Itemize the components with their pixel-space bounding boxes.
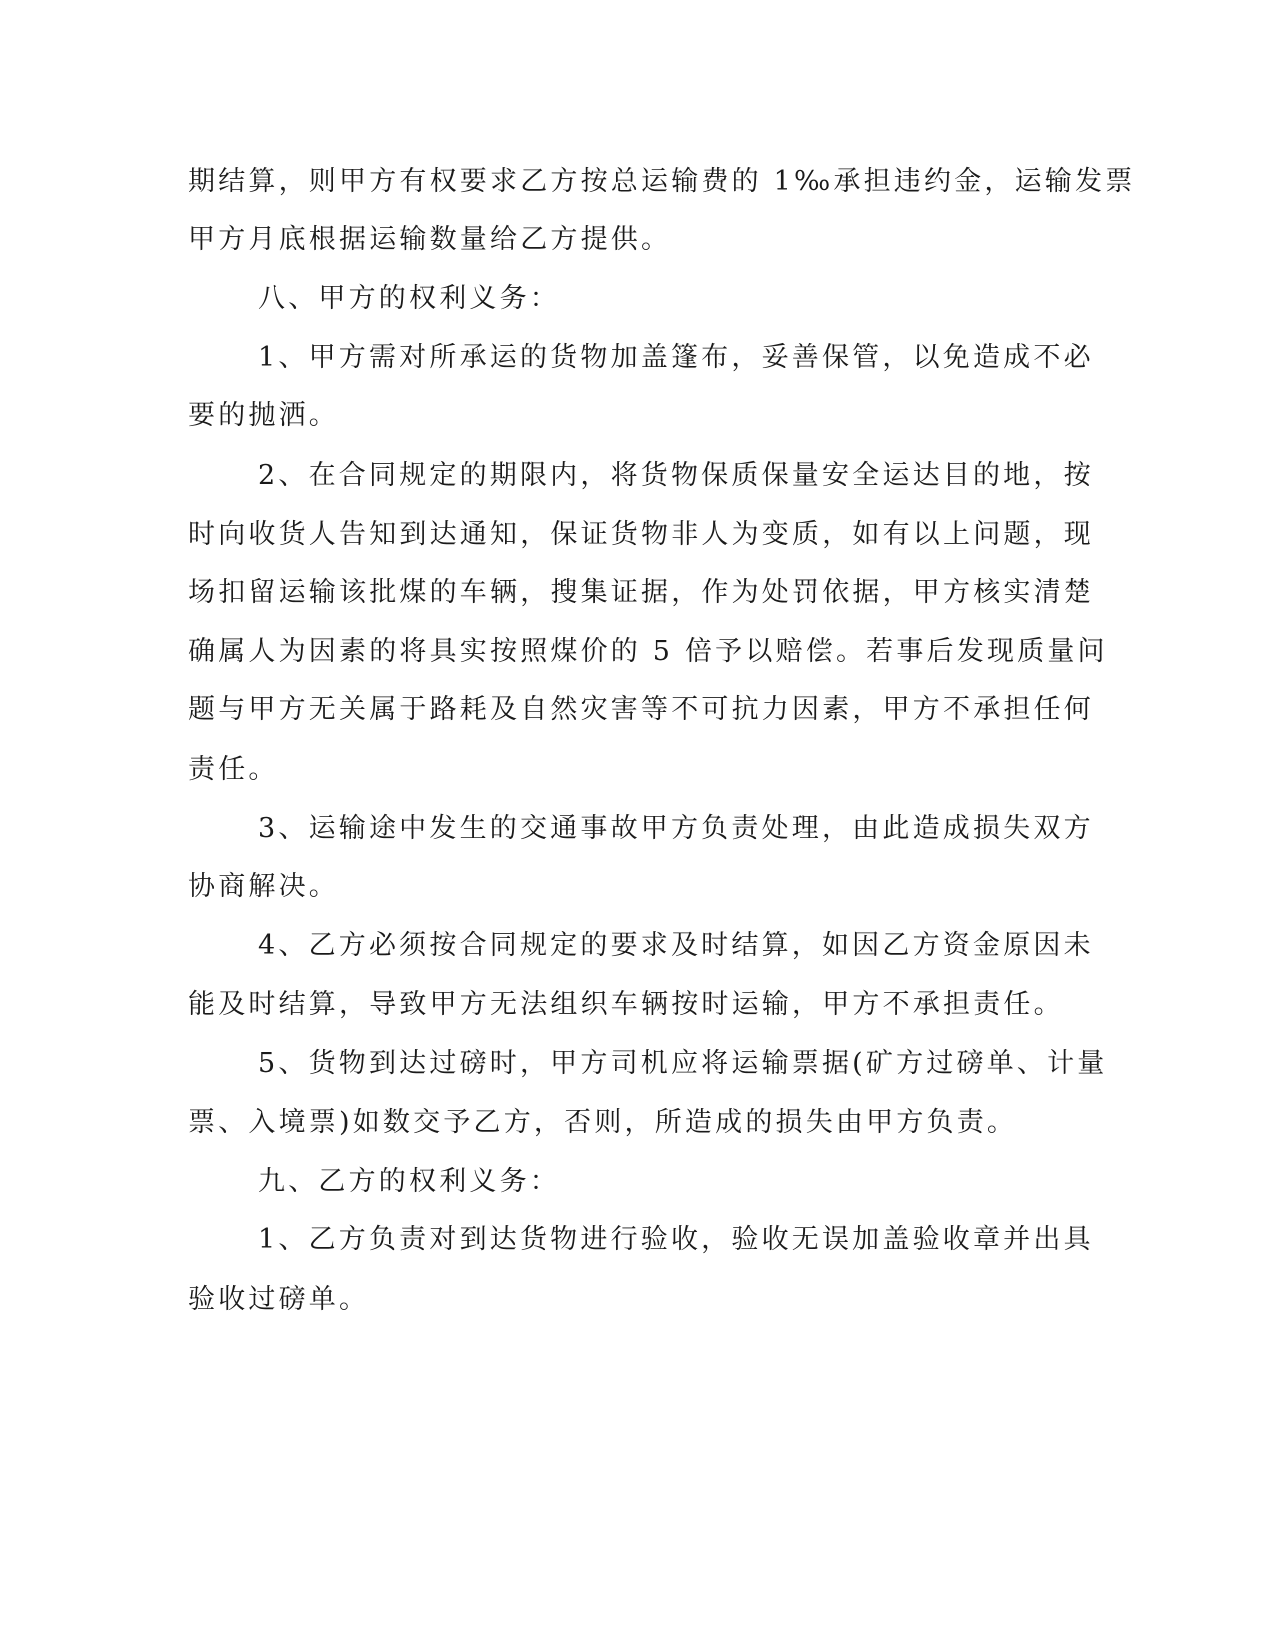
- text-line: 协商解决。: [188, 871, 339, 902]
- text-line: 题与甲方无关属于路耗及自然灾害等不可抗力因素，甲方不承担任何: [188, 694, 1094, 725]
- text-line: 时向收货人告知到达通知，保证货物非人为变质，如有以上问题，现: [188, 519, 1094, 550]
- text-line: 确属人为因素的将具实按照煤价的 5 倍予以赔偿。若事后发现质量问: [188, 636, 1108, 667]
- section-heading: 八、甲方的权利义务：: [258, 283, 560, 314]
- text-line: 要的抛洒。: [188, 400, 339, 431]
- text-line: 3、运输途中发生的交通事故甲方负责处理，由此造成损失双方: [258, 813, 1094, 844]
- text-line: 期结算，则甲方有权要求乙方按总运输费的 1‰承担违约金，运输发票: [188, 166, 1136, 197]
- text-line: 能及时结算，导致甲方无法组织车辆按时运输，甲方不承担责任。: [188, 989, 1064, 1020]
- text-line: 甲方月底根据运输数量给乙方提供。: [188, 224, 672, 255]
- text-line: 验收过磅单。: [188, 1284, 370, 1315]
- section-heading: 九、乙方的权利义务：: [258, 1166, 560, 1197]
- text-line: 1、乙方负责对到达货物进行验收，验收无误加盖验收章并出具: [258, 1224, 1094, 1255]
- text-line: 场扣留运输该批煤的车辆，搜集证据，作为处罚依据，甲方核实清楚: [188, 577, 1094, 608]
- text-line: 4、乙方必须按合同规定的要求及时结算，如因乙方资金原因未: [258, 930, 1094, 961]
- text-line: 2、在合同规定的期限内，将货物保质保量安全运达目的地，按: [258, 460, 1094, 491]
- text-line: 责任。: [188, 754, 279, 785]
- text-line: 1、甲方需对所承运的货物加盖篷布，妥善保管，以免造成不必: [258, 342, 1094, 373]
- text-line: 5、货物到达过磅时，甲方司机应将运输票据(矿方过磅单、计量: [258, 1048, 1108, 1079]
- text-line: 票、入境票)如数交予乙方，否则，所造成的损失由甲方负责。: [188, 1107, 1018, 1138]
